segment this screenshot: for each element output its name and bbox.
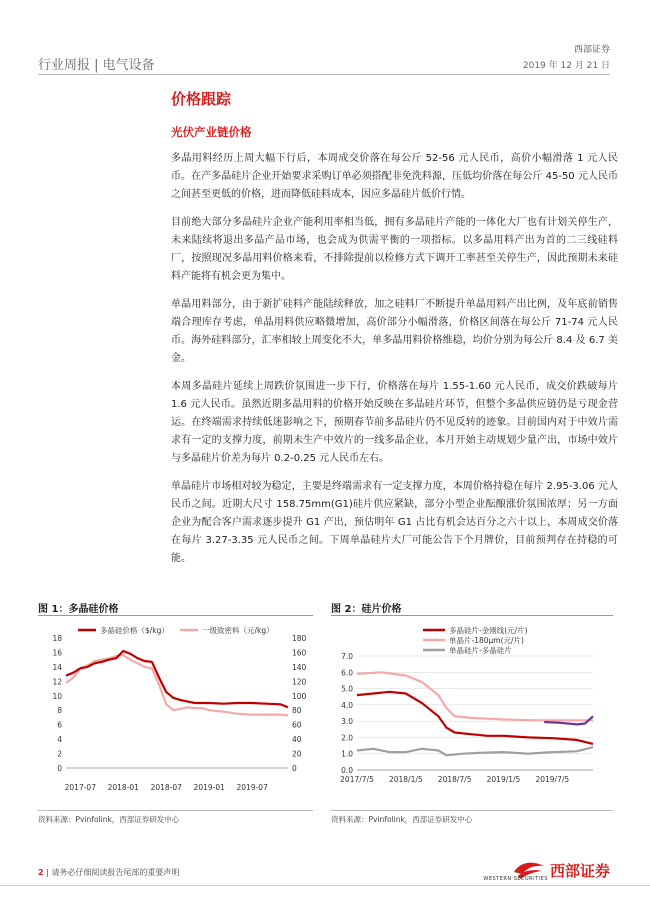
y-tick-label: 7.0 bbox=[341, 652, 353, 661]
fig2-top-rule bbox=[331, 615, 613, 616]
y-right-tick-label: 160 bbox=[292, 648, 307, 658]
section-title: 价格跟踪 bbox=[171, 90, 232, 108]
footer-separator: | bbox=[46, 868, 49, 877]
legend-label: 单晶片-180μm(元/片) bbox=[449, 636, 524, 645]
y-left-tick-label: 18 bbox=[52, 634, 62, 643]
fig2-title: 图 2：硅片价格 bbox=[331, 604, 402, 615]
y-left-tick-label: 0 bbox=[57, 764, 62, 773]
header-divider bbox=[38, 74, 610, 75]
footer-brand: 西部证券 bbox=[549, 862, 610, 880]
paragraph-4: 本周多晶硅片延续上周跌价氛围进一步下行，价格落在每片 1.55-1.60 元人民币，成交价跌破每片 1.6 元人民币。虽然近期多晶用料的价格开始反映在多晶硅片环节，但整个多晶供应链仍是亏现金营运。在终端需求持续低迷影响之下，预期春节前多晶硅片仍不见反转的迹象。目前国内对于中效片需求有一定的支撑力度，前期未生产中效片的一线多晶企业，本月开始主动规划少量产出，市场中效片与多晶硅片价差为每片 0.2-0.25 元人民币左右。 bbox=[171, 381, 618, 464]
paragraph-3: 单晶用料部分，由于新扩硅料产能陆续释放，加之硅料厂不断提升单晶用料产出比例，及年底前销售端合理库存考虑，单晶用料供应略微增加，高价部分小幅滑落，价格区间落在每公斤 71-74 元人民币。海外硅料部分，汇率相较上周变化不大，单多晶用料价格维稳，均价分别为每公斤 8.4 及 6.7 美金。 bbox=[171, 299, 618, 364]
y-tick-label: 6.0 bbox=[341, 668, 353, 678]
fig1-chart bbox=[38, 620, 318, 805]
fig1-bottom-rule bbox=[38, 810, 313, 811]
x-tick-label: 2019-01 bbox=[193, 783, 225, 792]
y-left-tick-label: 2 bbox=[57, 749, 62, 759]
y-right-tick-label: 120 bbox=[292, 677, 307, 687]
subsection-title: 光伏产业链价格 bbox=[171, 125, 252, 139]
y-tick-label: 3.0 bbox=[341, 717, 353, 727]
series-line bbox=[357, 747, 593, 755]
fig1-source: 资料来源：Pvinfolink，西部证券研发中心 bbox=[38, 815, 180, 824]
x-tick-label: 2018-07 bbox=[150, 783, 182, 792]
fig1-top-rule bbox=[38, 615, 313, 616]
body-text bbox=[171, 150, 618, 578]
footer-note bbox=[38, 867, 179, 878]
x-tick-label: 2018/1/5 bbox=[388, 775, 423, 784]
header-date: 2019 年 12 月 21 日 bbox=[522, 61, 610, 71]
x-tick-label: 2019/7/5 bbox=[535, 775, 570, 784]
y-right-tick-label: 80 bbox=[292, 706, 302, 716]
paragraph-1: 多晶用料经历上周大幅下行后，本周成交价落在每公斤 52-56 元人民币，高价小幅滑落 1 元人民币。在产多晶硅片企业开始要求采购订单必须搭配非免洗料源，压低均价落在每公斤 45-50 元人民币之间甚至更低的价格，进而降低硅料成本，因应多晶硅片低价行情。 bbox=[171, 153, 618, 200]
y-right-tick-label: 140 bbox=[292, 662, 307, 672]
y-tick-label: 2.0 bbox=[341, 733, 353, 743]
footer-page-number: 2 bbox=[38, 868, 44, 877]
y-right-tick-label: 0 bbox=[292, 764, 297, 773]
y-tick-label: 0.0 bbox=[341, 766, 353, 775]
y-left-tick-label: 6 bbox=[57, 720, 62, 730]
legend-label: 多晶硅价格（$/kg） bbox=[100, 626, 169, 635]
fig2-bottom-rule bbox=[331, 810, 613, 811]
legend-label: 多晶硅片-金刚线(元/片) bbox=[449, 626, 528, 635]
y-tick-label: 4.0 bbox=[341, 700, 353, 710]
x-tick-label: 2017/7/5 bbox=[340, 775, 374, 784]
paragraph-5: 单晶硅片市场相对较为稳定，主要是终端需求有一定支撑力度，本周价格持稳在每片 2.95-3.06 元人民币之间。近期大尺寸 158.75mm(G1)硅片供应紧缺，部分小型企业酝酿涨价氛围浓厚；另一方面企业为配合客户需求逐步提升 G1 产出，预估明年 G1 占比有机会达百分之六十以上，本周成交价落在每片 3.27-3.35 元人民币之间。下周单晶硅片大厂可能公告下个月牌价，目前预判存在持稳的可能。 bbox=[171, 481, 618, 564]
legend-label: 一级致密料（元/kg） bbox=[202, 626, 274, 635]
y-left-tick-label: 14 bbox=[52, 662, 62, 672]
y-tick-label: 5.0 bbox=[341, 684, 353, 694]
y-right-tick-label: 40 bbox=[292, 735, 302, 745]
x-tick-label: 2018/7/5 bbox=[437, 775, 472, 784]
legend-label: 单晶硅片-多晶硅片 bbox=[449, 646, 512, 655]
y-left-tick-label: 4 bbox=[57, 735, 62, 745]
y-left-tick-label: 12 bbox=[52, 677, 62, 687]
x-tick-label: 2019/1/5 bbox=[486, 775, 521, 784]
footer-text: 请务必仔细阅读报告尾部的重要声明 bbox=[51, 868, 180, 877]
y-right-tick-label: 180 bbox=[292, 634, 307, 643]
footer-logo-text: WESTERN SECURITIES bbox=[483, 876, 548, 882]
y-right-tick-label: 100 bbox=[292, 691, 307, 701]
footer-divider bbox=[0, 885, 650, 886]
fig2-source: 资料来源：Pvinfolink，西部证券研发中心 bbox=[331, 815, 473, 824]
y-right-tick-label: 20 bbox=[292, 749, 302, 759]
fig2-chart bbox=[331, 620, 616, 805]
y-left-tick-label: 16 bbox=[52, 648, 62, 658]
y-left-tick-label: 8 bbox=[57, 706, 62, 716]
series-line bbox=[66, 655, 288, 715]
y-right-tick-label: 60 bbox=[292, 720, 302, 730]
y-left-tick-label: 10 bbox=[52, 691, 62, 701]
x-tick-label: 2018-01 bbox=[107, 783, 139, 792]
x-tick-label: 2019-07 bbox=[236, 783, 268, 792]
header-report-type: 行业周报 | 电气设备 bbox=[38, 58, 155, 73]
header-brand: 西部证券 bbox=[573, 45, 610, 55]
x-tick-label: 2017-07 bbox=[64, 783, 96, 792]
fig1-title: 图 1：多晶硅价格 bbox=[38, 604, 119, 615]
paragraph-2: 目前绝大部分多晶硅片企业产能利用率相当低，拥有多晶硅片产能的一体化大厂也有计划关停生产，未来陆续将退出多晶产品市场，也会成为供需平衡的一项指标。以多晶用料产出为首的二三线硅料厂，按照现况多晶用料价格来看，不排除提前以检修方式下调开工率甚至关停生产，因此预期未来硅料产能将有机会更为集中。 bbox=[171, 217, 618, 282]
y-tick-label: 1.0 bbox=[341, 749, 353, 759]
series-line bbox=[357, 672, 593, 720]
